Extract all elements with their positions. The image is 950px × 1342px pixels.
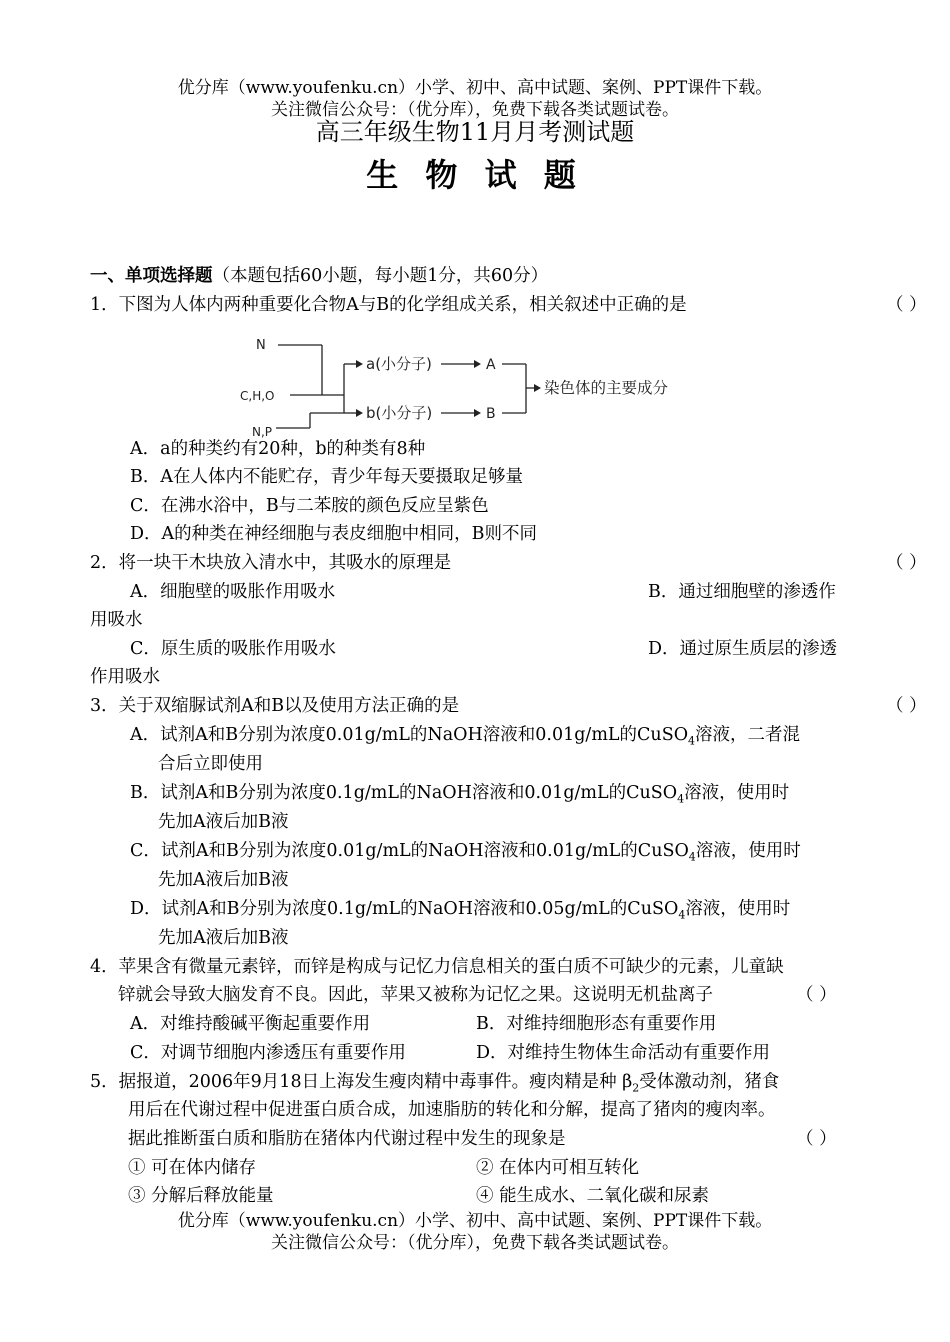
q1-option-d: D．A的种类在神经细胞与表皮细胞中相同，B则不同 — [130, 524, 538, 544]
q2-option-d-cont: 作用吸水 — [90, 667, 160, 687]
q5-stem-line-2: 用后在代谢过程中促进蛋白质合成，加速脂肪的转化和分解，提高了猪肉的瘦肉率。 — [128, 1100, 776, 1120]
q3-option-a-text-end: 溶液，二者混 — [695, 725, 801, 745]
q3-option-b — [130, 780, 789, 806]
q4-option-b: B．对维持细胞形态有重要作用 — [476, 1014, 717, 1034]
diagram-label-a: a(小分子) — [366, 355, 432, 373]
q4-answer-paren: （ ） — [796, 985, 837, 1005]
q2-answer-paren: （ ） — [886, 553, 927, 573]
subscript: 4 — [677, 792, 685, 806]
q4-option-a: A．对维持酸碱平衡起重要作用 — [130, 1014, 371, 1034]
subject-title: 生 物 试 题 — [366, 156, 584, 194]
diagram-label-A: A — [486, 357, 496, 373]
diagram-label-result: 染色体的主要成分 — [544, 379, 669, 397]
q5-option-1: ① 可在体内储存 — [128, 1158, 257, 1178]
q2-option-b: B．通过细胞壁的渗透作 — [648, 582, 836, 602]
section-heading — [90, 263, 548, 289]
q3-option-d-cont: 先加A液后加B液 — [158, 928, 289, 948]
q4-stem-line-2 — [118, 982, 870, 1008]
subscript: 4 — [678, 908, 686, 922]
arrow-head — [474, 360, 481, 368]
q3-option-b-cont: 先加A液后加B液 — [158, 812, 289, 832]
subscript: 2 — [632, 1081, 640, 1095]
q5-option-3: ③ 分解后释放能量 — [128, 1186, 274, 1206]
q5-stem-text-end: 受体激动剂，猪食 — [639, 1072, 780, 1092]
diagram-label-n: N — [256, 338, 266, 353]
subscript: 4 — [688, 850, 696, 864]
q1-option-c: C．在沸水浴中，B与二苯胺的颜色反应呈紫色 — [130, 496, 489, 516]
header-line-1: 优分库（www.youfenku.cn）小学、初中、高中试题、案例、PPT课件下载。 — [177, 78, 773, 98]
exam-title: 高三年级生物11月月考测试题 — [315, 118, 635, 146]
footer-line-2: 关注微信公众号：（优分库），免费下载各类试题试卷。 — [271, 1233, 679, 1253]
q3-option-d-text: D．试剂A和B分别为浓度0.1g/mL的NaOH溶液和0.05g/mL的CuSO — [130, 899, 679, 919]
q5-option-2: ② 在体内可相互转化 — [476, 1158, 640, 1178]
q5-stem-line-1 — [90, 1069, 779, 1095]
footer-line-1: 优分库（www.youfenku.cn）小学、初中、高中试题、案例、PPT课件下载。 — [177, 1211, 773, 1231]
diagram-label-cho: C,H,O — [240, 389, 275, 403]
diagram-label-B: B — [486, 406, 496, 422]
q1-stem-text: 1．下图为人体内两种重要化合物A与B的化学组成关系，相关叙述中正确的是 — [90, 295, 687, 315]
arrow-head — [356, 409, 363, 417]
q3-option-b-text-end: 溶液，使用时 — [684, 783, 790, 803]
arrow-head — [474, 409, 481, 417]
q3-option-a-text: A．试剂A和B分别为浓度0.01g/mL的NaOH溶液和0.01g/mL的CuSO — [130, 725, 689, 745]
q1-composition-diagram — [240, 333, 718, 440]
q4-stem-line-1: 4．苹果含有微量元素锌，而锌是构成与记忆力信息相关的蛋白质不可缺少的元素，儿童缺 — [90, 957, 784, 977]
q4-stem-text: 锌就会导致大脑发育不良。因此，苹果又被称为记忆之果。这说明无机盐离子 — [118, 985, 713, 1005]
q1-option-a: A．a的种类约有20种，b的种类有8种 — [130, 439, 426, 459]
diagram-label-np: N,P — [252, 425, 273, 439]
q5-option-4: ④ 能生成水、二氧化碳和尿素 — [476, 1186, 710, 1206]
q2-stem-text: 2．将一块干木块放入清水中，其吸水的原理是 — [90, 553, 452, 573]
section-note: （本题包括60小题，每小题1分，共60分） — [212, 266, 549, 286]
q5-stem-text-3: 据此推断蛋白质和脂肪在猪体内代谢过程中发生的现象是 — [128, 1129, 566, 1149]
q5-answer-paren: （ ） — [796, 1129, 837, 1149]
q3-answer-paren: （ ） — [886, 696, 927, 716]
arrow-head — [534, 384, 541, 392]
q1-option-b: B．A在人体内不能贮存，青少年每天要摄取足够量 — [130, 467, 523, 487]
q5-stem-text: 5．据报道，2006年9月18日上海发生瘦肉精中毒事件。瘦肉精是种 β — [90, 1072, 633, 1092]
q3-option-b-text: B．试剂A和B分别为浓度0.1g/mL的NaOH溶液和0.01g/mL的CuSO — [130, 783, 678, 803]
q3-option-a-cont: 合后立即使用 — [158, 754, 263, 774]
diagram-label-b: b(小分子) — [366, 404, 433, 422]
q3-option-c — [130, 838, 801, 864]
q5-stem-line-3 — [128, 1126, 870, 1152]
q2-option-a: A．细胞壁的吸胀作用吸水 — [130, 582, 336, 602]
q1-stem — [90, 292, 927, 318]
q2-stem — [90, 550, 927, 576]
section-label: 一、单项选择题 — [90, 266, 213, 286]
arrow-head — [356, 360, 363, 368]
q2-option-d: D．通过原生质层的渗透 — [648, 639, 838, 659]
q4-option-c: C．对调节细胞内渗透压有重要作用 — [130, 1043, 406, 1063]
subscript: 4 — [688, 734, 696, 748]
q4-option-d: D．对维持生物体生命活动有重要作用 — [476, 1043, 771, 1063]
q3-stem — [90, 693, 927, 719]
q1-answer-paren: （ ） — [886, 295, 927, 315]
q3-option-d-text-end: 溶液，使用时 — [685, 899, 791, 919]
q3-option-c-cont: 先加A液后加B液 — [158, 870, 289, 890]
q3-stem-text: 3．关于双缩脲试剂A和B以及使用方法正确的是 — [90, 696, 460, 716]
q3-option-a — [130, 722, 800, 748]
q3-option-c-text: C．试剂A和B分别为浓度0.01g/mL的NaOH溶液和0.01g/mL的CuSO — [130, 841, 689, 861]
header-line-2: 关注微信公众号：（优分库），免费下载各类试题试卷。 — [271, 100, 679, 120]
q2-option-c: C．原生质的吸胀作用吸水 — [130, 639, 336, 659]
q3-option-c-text-end: 溶液，使用时 — [695, 841, 801, 861]
q2-option-b-cont: 用吸水 — [90, 610, 143, 630]
q3-option-d — [130, 896, 790, 922]
